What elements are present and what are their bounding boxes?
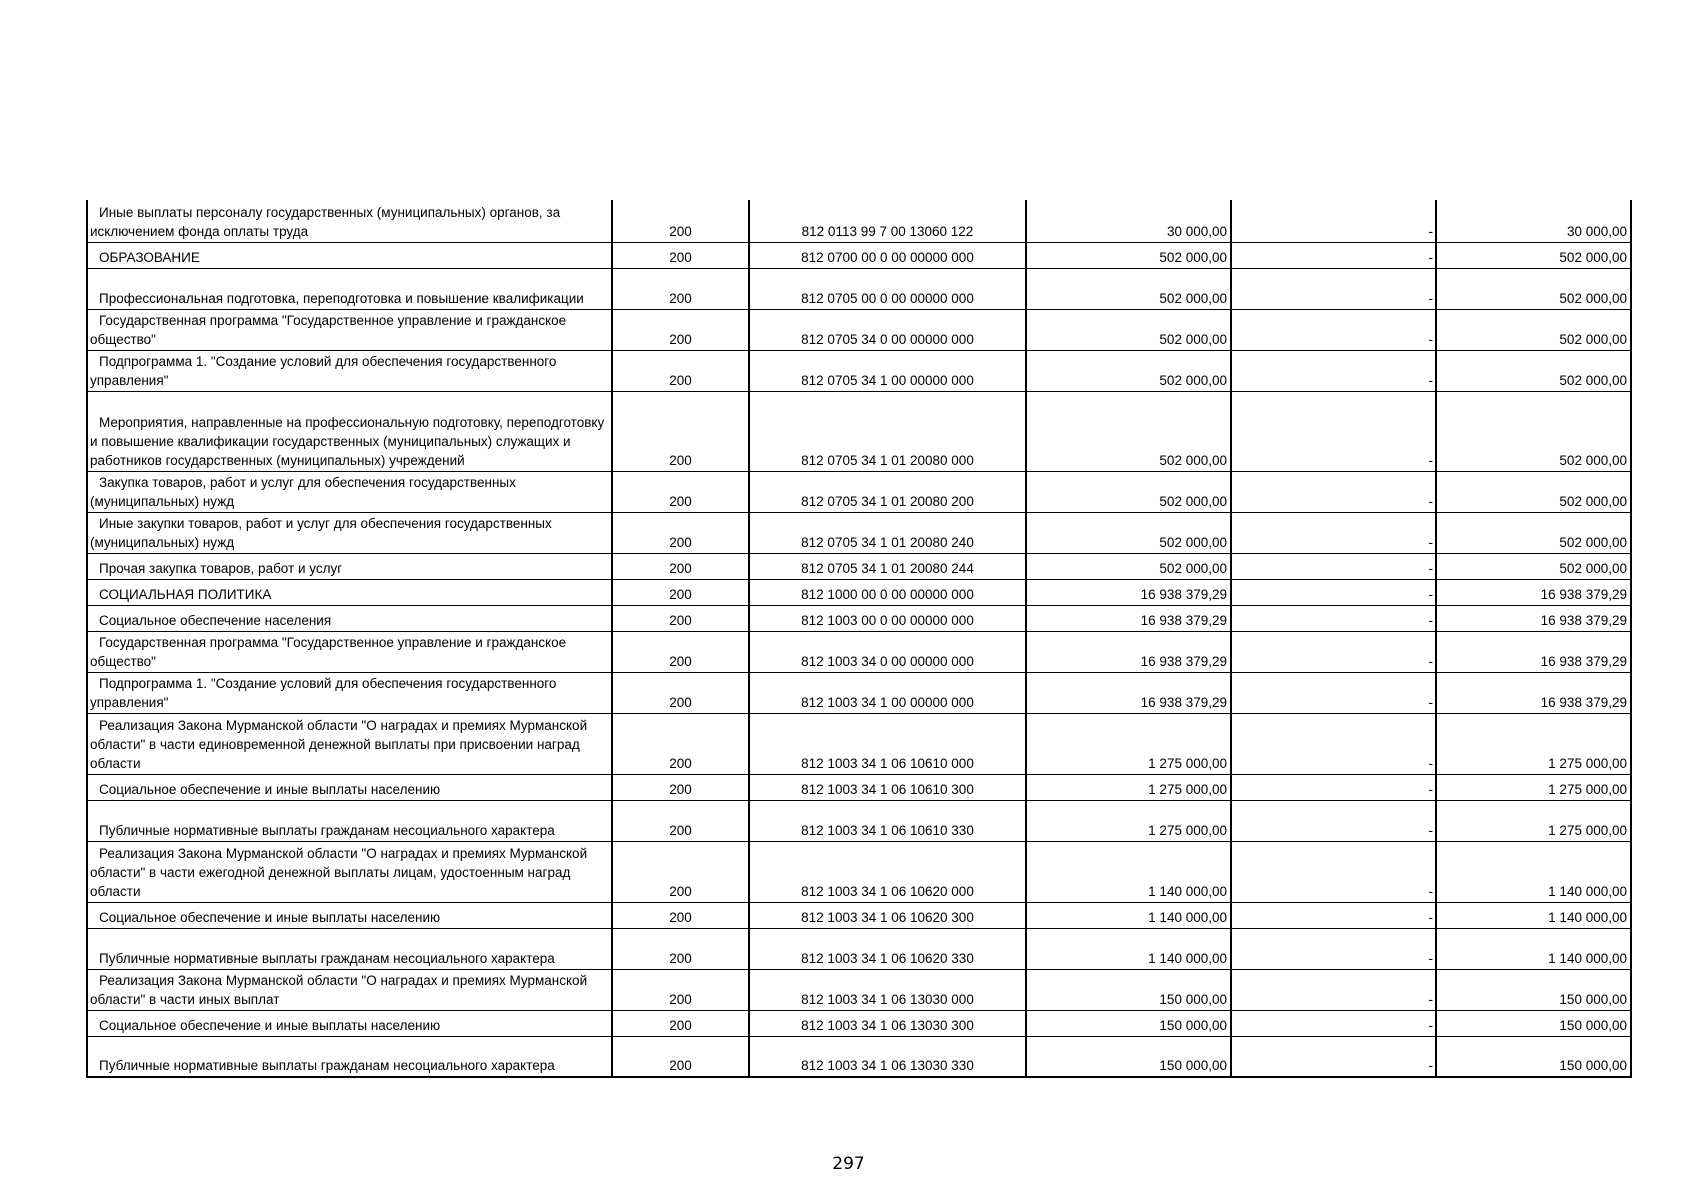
table-row <box>87 928 1631 969</box>
row-name-cell: Социальное обеспечение населения <box>87 605 612 631</box>
row-remaining-cell: 30 000,00 <box>1436 200 1631 242</box>
row-approved-cell: 16 938 379,29 <box>1026 672 1231 713</box>
row-code-cell: 200 <box>612 471 749 512</box>
row-remaining-cell: 502 000,00 <box>1436 391 1631 471</box>
row-remaining-cell: 1 140 000,00 <box>1436 841 1631 902</box>
row-kbk-cell: 812 1003 34 0 00 00000 000 <box>749 631 1026 672</box>
row-executed-cell: - <box>1231 605 1436 631</box>
row-name-cell: Социальное обеспечение и иные выплаты населению <box>87 1010 612 1036</box>
row-executed-cell: - <box>1231 200 1436 242</box>
row-name-cell: Мероприятия, направленные на профессиональную подготовку, переподготовку и повышение квалификации государственных (муниципальных) служащих и работников государственных (муниципальных) учреждений <box>87 391 612 471</box>
row-remaining-cell: 502 000,00 <box>1436 471 1631 512</box>
row-code-cell: 200 <box>612 902 749 928</box>
row-remaining-cell: 16 938 379,29 <box>1436 672 1631 713</box>
row-remaining-cell: 16 938 379,29 <box>1436 579 1631 605</box>
table-row <box>87 553 1631 579</box>
row-kbk-cell: 812 0705 34 0 00 00000 000 <box>749 309 1026 350</box>
row-name-cell: Прочая закупка товаров, работ и услуг <box>87 553 612 579</box>
row-executed-cell: - <box>1231 391 1436 471</box>
row-remaining-cell: 1 275 000,00 <box>1436 713 1631 774</box>
table-row <box>87 512 1631 553</box>
row-name-cell: Подпрограмма 1. "Создание условий для обеспечения государственного управления" <box>87 350 612 391</box>
row-kbk-cell: 812 1003 00 0 00 00000 000 <box>749 605 1026 631</box>
row-executed-cell: - <box>1231 242 1436 268</box>
row-code-cell: 200 <box>612 579 749 605</box>
row-kbk-cell: 812 1003 34 1 06 10610 000 <box>749 713 1026 774</box>
table-row <box>87 391 1631 471</box>
row-approved-cell: 1 140 000,00 <box>1026 902 1231 928</box>
row-remaining-cell: 1 275 000,00 <box>1436 774 1631 800</box>
row-name-cell: Социальное обеспечение и иные выплаты населению <box>87 774 612 800</box>
row-executed-cell: - <box>1231 471 1436 512</box>
row-name-cell: ОБРАЗОВАНИЕ <box>87 242 612 268</box>
row-remaining-cell: 150 000,00 <box>1436 1010 1631 1036</box>
row-executed-cell: - <box>1231 350 1436 391</box>
row-kbk-cell: 812 0705 34 1 01 20080 240 <box>749 512 1026 553</box>
row-code-cell: 200 <box>612 1010 749 1036</box>
row-code-cell: 200 <box>612 350 749 391</box>
row-approved-cell: 30 000,00 <box>1026 200 1231 242</box>
table-row <box>87 774 1631 800</box>
row-kbk-cell: 812 1003 34 1 06 13030 300 <box>749 1010 1026 1036</box>
row-kbk-cell: 812 1003 34 1 06 13030 000 <box>749 969 1026 1010</box>
row-code-cell: 200 <box>612 631 749 672</box>
row-remaining-cell: 1 140 000,00 <box>1436 928 1631 969</box>
row-approved-cell: 502 000,00 <box>1026 268 1231 309</box>
row-code-cell: 200 <box>612 774 749 800</box>
table-row <box>87 605 1631 631</box>
row-approved-cell: 150 000,00 <box>1026 969 1231 1010</box>
row-code-cell: 200 <box>612 800 749 841</box>
row-kbk-cell: 812 0700 00 0 00 00000 000 <box>749 242 1026 268</box>
row-executed-cell: - <box>1231 841 1436 902</box>
table-row <box>87 579 1631 605</box>
row-code-cell: 200 <box>612 391 749 471</box>
row-name-cell: Государственная программа "Государственное управление и гражданское общество" <box>87 309 612 350</box>
table-row <box>87 1036 1631 1077</box>
row-approved-cell: 1 140 000,00 <box>1026 928 1231 969</box>
row-executed-cell: - <box>1231 309 1436 350</box>
row-remaining-cell: 502 000,00 <box>1436 309 1631 350</box>
row-executed-cell: - <box>1231 268 1436 309</box>
row-approved-cell: 1 140 000,00 <box>1026 841 1231 902</box>
row-code-cell: 200 <box>612 841 749 902</box>
table-row <box>87 631 1631 672</box>
row-name-cell: Реализация Закона Мурманской области "О наградах и премиях Мурманской области" в части ежегодной денежной выплаты лицам, удостоенным наград области <box>87 841 612 902</box>
row-kbk-cell: 812 0705 34 1 01 20080 200 <box>749 471 1026 512</box>
row-executed-cell: - <box>1231 631 1436 672</box>
row-name-cell: Публичные нормативные выплаты гражданам несоциального характера <box>87 800 612 841</box>
row-name-cell: Закупка товаров, работ и услуг для обеспечения государственных (муниципальных) нужд <box>87 471 612 512</box>
row-approved-cell: 502 000,00 <box>1026 512 1231 553</box>
row-executed-cell: - <box>1231 800 1436 841</box>
row-code-cell: 200 <box>612 1036 749 1077</box>
row-code-cell: 200 <box>612 512 749 553</box>
row-kbk-cell: 812 1003 34 1 06 10620 000 <box>749 841 1026 902</box>
table-row <box>87 350 1631 391</box>
row-remaining-cell: 502 000,00 <box>1436 242 1631 268</box>
row-kbk-cell: 812 1003 34 1 06 13030 330 <box>749 1036 1026 1077</box>
row-code-cell: 200 <box>612 605 749 631</box>
row-remaining-cell: 16 938 379,29 <box>1436 605 1631 631</box>
row-code-cell: 200 <box>612 672 749 713</box>
row-name-cell: Профессиональная подготовка, переподготовка и повышение квалификации <box>87 268 612 309</box>
row-approved-cell: 150 000,00 <box>1026 1036 1231 1077</box>
row-name-cell: Публичные нормативные выплаты гражданам несоциального характера <box>87 1036 612 1077</box>
table-row <box>87 471 1631 512</box>
row-name-cell: Реализация Закона Мурманской области "О наградах и премиях Мурманской области" в части единовременной денежной выплаты при присвоении наград области <box>87 713 612 774</box>
table-row <box>87 672 1631 713</box>
row-approved-cell: 502 000,00 <box>1026 309 1231 350</box>
table-row <box>87 309 1631 350</box>
table-row <box>87 841 1631 902</box>
row-approved-cell: 502 000,00 <box>1026 553 1231 579</box>
row-executed-cell: - <box>1231 928 1436 969</box>
row-code-cell: 200 <box>612 713 749 774</box>
row-code-cell: 200 <box>612 200 749 242</box>
row-code-cell: 200 <box>612 309 749 350</box>
row-remaining-cell: 16 938 379,29 <box>1436 631 1631 672</box>
row-name-cell: Публичные нормативные выплаты гражданам несоциального характера <box>87 928 612 969</box>
row-approved-cell: 502 000,00 <box>1026 350 1231 391</box>
row-approved-cell: 502 000,00 <box>1026 471 1231 512</box>
row-kbk-cell: 812 0113 99 7 00 13060 122 <box>749 200 1026 242</box>
row-approved-cell: 1 275 000,00 <box>1026 774 1231 800</box>
row-remaining-cell: 502 000,00 <box>1436 268 1631 309</box>
table-row <box>87 713 1631 774</box>
row-name-cell: Государственная программа "Государственное управление и гражданское общество" <box>87 631 612 672</box>
row-executed-cell: - <box>1231 553 1436 579</box>
table-row <box>87 800 1631 841</box>
table-row <box>87 1010 1631 1036</box>
row-name-cell: СОЦИАЛЬНАЯ ПОЛИТИКА <box>87 579 612 605</box>
table-row <box>87 200 1631 242</box>
row-remaining-cell: 1 275 000,00 <box>1436 800 1631 841</box>
row-remaining-cell: 150 000,00 <box>1436 1036 1631 1077</box>
row-kbk-cell: 812 0705 34 1 01 20080 000 <box>749 391 1026 471</box>
row-executed-cell: - <box>1231 902 1436 928</box>
row-kbk-cell: 812 1003 34 1 06 10610 300 <box>749 774 1026 800</box>
row-remaining-cell: 502 000,00 <box>1436 553 1631 579</box>
row-kbk-cell: 812 1000 00 0 00 00000 000 <box>749 579 1026 605</box>
row-approved-cell: 1 275 000,00 <box>1026 713 1231 774</box>
row-name-cell: Иные закупки товаров, работ и услуг для обеспечения государственных (муниципальных) нужд <box>87 512 612 553</box>
row-executed-cell: - <box>1231 672 1436 713</box>
row-kbk-cell: 812 1003 34 1 06 10620 330 <box>749 928 1026 969</box>
row-remaining-cell: 502 000,00 <box>1436 512 1631 553</box>
budget-execution-table <box>86 200 1632 1078</box>
row-kbk-cell: 812 1003 34 1 06 10610 330 <box>749 800 1026 841</box>
table-row <box>87 902 1631 928</box>
row-code-cell: 200 <box>612 928 749 969</box>
row-name-cell: Реализация Закона Мурманской области "О наградах и премиях Мурманской области" в части иных выплат <box>87 969 612 1010</box>
row-approved-cell: 16 938 379,29 <box>1026 631 1231 672</box>
table-row <box>87 242 1631 268</box>
row-kbk-cell: 812 0705 34 1 01 20080 244 <box>749 553 1026 579</box>
row-approved-cell: 16 938 379,29 <box>1026 605 1231 631</box>
row-executed-cell: - <box>1231 579 1436 605</box>
row-name-cell: Иные выплаты персоналу государственных (муниципальных) органов, за исключением фонда оплаты труда <box>87 200 612 242</box>
row-executed-cell: - <box>1231 1010 1436 1036</box>
row-executed-cell: - <box>1231 969 1436 1010</box>
row-remaining-cell: 150 000,00 <box>1436 969 1631 1010</box>
table-row <box>87 268 1631 309</box>
row-remaining-cell: 1 140 000,00 <box>1436 902 1631 928</box>
row-code-cell: 200 <box>612 969 749 1010</box>
row-kbk-cell: 812 0705 34 1 00 00000 000 <box>749 350 1026 391</box>
table-row <box>87 969 1631 1010</box>
row-executed-cell: - <box>1231 774 1436 800</box>
page-number: 297 <box>832 1154 865 1174</box>
row-code-cell: 200 <box>612 242 749 268</box>
row-executed-cell: - <box>1231 512 1436 553</box>
row-executed-cell: - <box>1231 713 1436 774</box>
row-approved-cell: 150 000,00 <box>1026 1010 1231 1036</box>
row-kbk-cell: 812 1003 34 1 00 00000 000 <box>749 672 1026 713</box>
row-approved-cell: 502 000,00 <box>1026 242 1231 268</box>
row-name-cell: Подпрограмма 1. "Создание условий для обеспечения государственного управления" <box>87 672 612 713</box>
row-executed-cell: - <box>1231 1036 1436 1077</box>
row-approved-cell: 1 275 000,00 <box>1026 800 1231 841</box>
row-remaining-cell: 502 000,00 <box>1436 350 1631 391</box>
row-kbk-cell: 812 1003 34 1 06 10620 300 <box>749 902 1026 928</box>
row-code-cell: 200 <box>612 553 749 579</box>
row-kbk-cell: 812 0705 00 0 00 00000 000 <box>749 268 1026 309</box>
row-approved-cell: 16 938 379,29 <box>1026 579 1231 605</box>
row-code-cell: 200 <box>612 268 749 309</box>
row-approved-cell: 502 000,00 <box>1026 391 1231 471</box>
row-name-cell: Социальное обеспечение и иные выплаты населению <box>87 902 612 928</box>
